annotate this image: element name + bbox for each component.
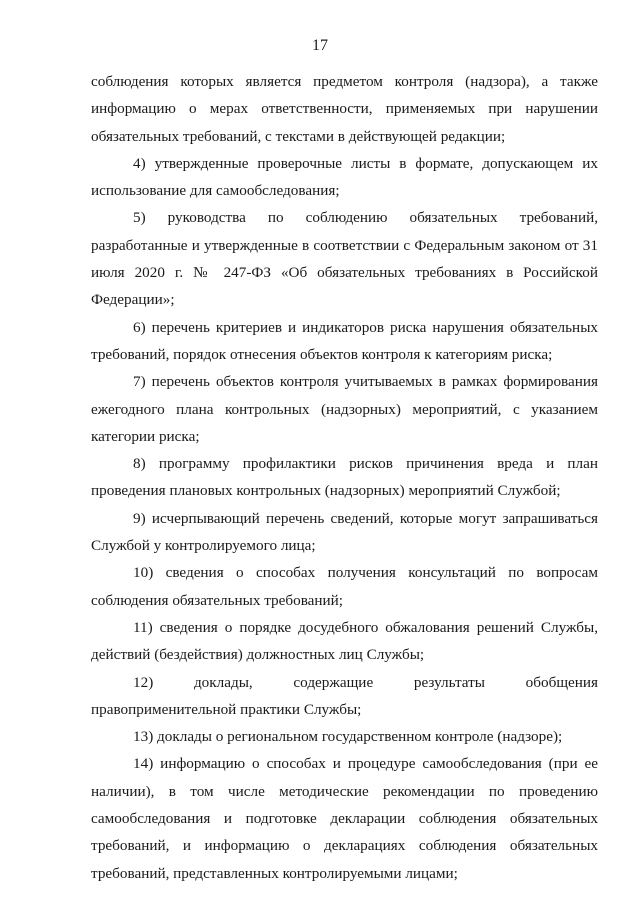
list-item-8: 8) программу профилактики рисков причинения вреда и план проведения плановых контрольных (надзорных) мероприятий Службой; (91, 455, 598, 500)
list-item-12: 12) доклады, содержащие результаты обобщения правоприменительной практики Службы; (91, 673, 598, 718)
list-item-10: 10) сведения о способах получения консультаций по вопросам соблюдения обязательных требований; (91, 564, 598, 609)
list-item-11: 11) сведения о порядке досудебного обжалования решений Службы, действий (бездействия) должностных лиц Службы; (91, 618, 598, 664)
list-item-6: 6) перечень критериев и индикаторов риска нарушения обязательных требований, порядок отнесения объектов контроля к категориям риска; (91, 318, 598, 363)
list-item-4: 4) утвержденные проверочные листы в формате, допускающем их использование для самообследования; (91, 154, 598, 200)
list-item-5: 5) руководства по соблюдению обязательных требований, разработанные и утвержденные в соответствии с Федеральным законом от 31 июля 2020 г. № 247-ФЗ «Об обязательных требованиях в Российской Федерации»; (91, 209, 598, 309)
list-item-14: 14) информацию о способах и процедуре самообследования (при ее наличии), в том числе методические рекомендации по проведению самообследования и подготовке декларации соблюдения обязательных требований, и информацию о декларациях соблюдения обязательных требований, представленных контролируемыми лицами; (91, 755, 598, 882)
paragraph-continuation: соблюдения которых является предметом контроля (надзора), а также информацию о мерах ответственности, применяемых при нарушении обязательных требований, с текстами в действующей редакции; (91, 73, 598, 145)
list-item-9: 9) исчерпывающий перечень сведений, которые могут запрашиваться Службой у контролируемого лица; (91, 509, 598, 555)
list-item-7: 7) перечень объектов контроля учитываемых в рамках формирования ежегодного плана контрольных (надзорных) мероприятий, с указанием категории риска; (91, 373, 598, 445)
page-number: 17 (312, 37, 328, 54)
document-body (91, 68, 598, 887)
list-item-13: 13) доклады о региональном государственном контроле (надзоре); (133, 728, 563, 746)
